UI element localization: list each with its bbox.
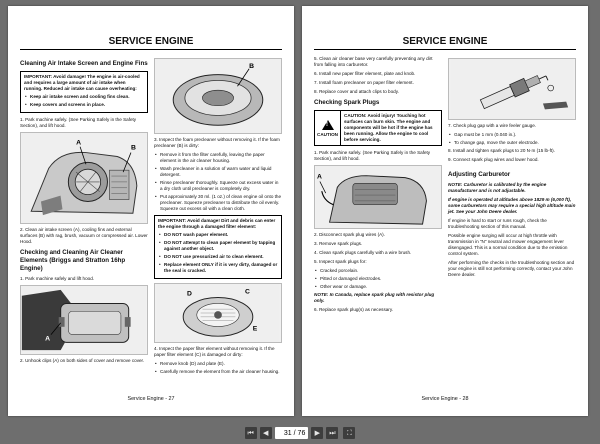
bullet-item: • Cracked porcelain. (320, 268, 442, 274)
bullet-item: • Put approximately 30 ml. (1 oz.) of clean engine oil onto the precleaner. Squeeze precleaner to distribute the oil evenly. Squeeze out excess oil with a clean cloth. (160, 194, 282, 212)
svg-text:A: A (316, 173, 322, 181)
bullet-item: • Remove it from the filter carefully, leaving the paper element in the air cleaner housing. (160, 152, 282, 164)
spark-plug-gauge-illustration (448, 58, 576, 120)
page-indicator (275, 427, 309, 439)
paragraph-text: After performing the checks in the troubleshooting section and your engine is still not performing correctly, contact your John Deere dealer. (448, 260, 575, 277)
section-title-spark-plugs: Checking Spark Plugs (314, 99, 380, 106)
first-page-icon: ⏮ (247, 429, 254, 437)
first-page-button[interactable] (245, 427, 257, 439)
important-text: IMPORTANT: Avoid damage! The engine is air-cooled and requires a large amount of air intake when running. Reduced air intake can cause overheating: (24, 74, 140, 91)
section-title-air-intake: Cleaning Air Intake Screen and Engine Fins (20, 60, 148, 67)
page-footer: Service Engine - 27 (127, 396, 175, 402)
fullscreen-icon: ⛶ (346, 429, 352, 437)
air-cleaner-cover-illustration (20, 285, 148, 355)
note-text: If engine is operated at altitudes above 1829 m (6,000 ft), some carburetors may require a special high altitude main jet. See your John Deere dealer. (448, 197, 576, 214)
step-text: 4. Clean spark plugs carefully with a wire brush. (314, 250, 412, 255)
left-column-a (20, 56, 148, 367)
important-item: • DO NOT use pressurized air to clean element. (164, 254, 278, 260)
viewer-toolbar (200, 426, 400, 440)
section-title-carburetor: Adjusting Carburetor (448, 171, 511, 178)
step-text: 2. Clean air intake screen (A), cooling fins and external surfaces (B) with rag, brush, vacuum or compressed air. Lower Hood. (20, 227, 148, 244)
step-text: 2. Unhook clips (A) on both sides of cover and remove cover. (20, 358, 145, 363)
important-box (154, 215, 282, 279)
important-item: • DO NOT wash paper element. (164, 232, 278, 238)
important-box (20, 71, 148, 113)
important-text: IMPORTANT: Avoid damage! Dirt and debris can enter the engine through a damaged filter element: (158, 218, 276, 229)
svg-text:D: D (187, 290, 192, 298)
right-column-b (448, 56, 576, 281)
paragraph-text: If engine is hard to start or runs rough, check the troubleshooting section of this manual. (448, 218, 547, 229)
step-text: 5. Clean air cleaner base very carefully preventing any dirt from falling into carburetor. (314, 56, 433, 67)
page-header: SERVICE ENGINE (314, 36, 576, 50)
svg-text:E: E (252, 325, 258, 333)
step-text: 9. Connect spark plug wires and lower hood. (448, 157, 539, 162)
step-text: 1. Park machine safely and lift hood. (20, 276, 95, 281)
page-footer: Service Engine - 28 (421, 396, 469, 402)
note-text: NOTE: Carburetor is calibrated by the engine manufacturer and is not adjustable. (448, 182, 547, 193)
step-text: 6. Install new paper filter element, plate and knob. (314, 71, 416, 76)
bullet-item: • To change gap, move the outer electrode. (454, 140, 576, 146)
engine-air-intake-illustration (20, 132, 148, 224)
svg-text:A: A (45, 335, 51, 343)
step-text: 8. Install and tighten spark plugs to 20 N·m (15 lb-ft). (448, 148, 555, 153)
last-page-icon: ⏭ (329, 429, 336, 437)
step-text: 7. Install foam precleaner on paper filter element. (314, 80, 414, 85)
bullet-item: • Remove knob (D) and plate (E). (160, 361, 282, 367)
caution-text: CAUTION: Avoid injury! Touching hot surfaces can burn skin. The engine and components will be hot if the engine has been running. Allow the engine to cool before servicing. (344, 113, 433, 142)
foam-precleaner-illustration (154, 58, 282, 134)
step-text: 5. Inspect spark plugs for: (314, 259, 367, 264)
bullet-item: • Other wear or damage. (320, 284, 442, 290)
svg-text:B: B (130, 144, 136, 152)
engine-spark-plug-illustration (314, 165, 442, 229)
fullscreen-button[interactable] (343, 427, 355, 439)
important-item: • Keep air intake screen and cooling fins clean. (30, 94, 144, 100)
svg-text:B: B (249, 62, 255, 70)
caution-label: CAUTION (317, 131, 338, 137)
svg-text:C: C (245, 288, 250, 296)
previous-page-icon: ◀ (262, 429, 269, 437)
bullet-item: • Rinse precleaner thoroughly. Squeeze out excess water in a dry cloth until precleaner is completely dry. (160, 180, 282, 192)
important-item: • Replace element ONLY if it is very dirty, damaged or the seal is cracked. (164, 262, 278, 274)
total-pages-label: / 76 (293, 429, 306, 437)
note-text: NOTE: In Canada, replace spark plug with resistor plug only. (314, 292, 435, 303)
step-text: 6. Replace spark plug(s) as necessary. (314, 307, 394, 312)
bullet-item: • Gap must be 1 mm (0.040 in.). (454, 132, 576, 138)
caution-badge (315, 111, 341, 145)
step-text: 1. Park machine safely. (See Parking Safely in the Safety Section), and lift hood. (20, 117, 137, 128)
step-text: 1. Park machine safely. (See Parking Safely in the Safety Section), and lift hood. (314, 150, 431, 161)
section-title-air-cleaner: Checking and Cleaning Air Cleaner Elements (Briggs and Stratton 16hp Engine) (20, 249, 126, 272)
bullet-item: • Pitted or damaged electrodes. (320, 276, 442, 282)
step-text: 8. Replace cover and attach clips to body. (314, 89, 399, 94)
step-text: 3. Inspect the foam precleaner without removing it. If the foam precleaner (B) is dirty: (154, 137, 280, 148)
warning-triangle-icon: ! (322, 120, 334, 130)
page-header: SERVICE ENGINE (20, 36, 282, 50)
manual-page-left (8, 6, 294, 416)
important-item: • Keep covers and screens in place. (30, 102, 144, 108)
paper-filter-illustration (154, 283, 282, 343)
svg-text:A: A (76, 139, 82, 147)
caution-box (314, 110, 442, 146)
previous-page-button[interactable] (260, 427, 272, 439)
right-column-a (314, 56, 442, 316)
next-page-icon: ▶ (314, 429, 321, 437)
last-page-button[interactable] (326, 427, 338, 439)
bullet-item: • Carefully remove the element from the air cleaner housing. (160, 369, 282, 375)
left-column-b (154, 56, 282, 377)
step-text: 4. Inspect the paper filter element without removing it. If the paper filter element (C) is damaged or dirty: (154, 346, 275, 357)
page-number-input[interactable] (278, 429, 292, 438)
bullet-item: • Wash precleaner in a solution of warm water and liquid detergent. (160, 166, 282, 178)
manual-page-right (302, 6, 588, 416)
step-text: 2. Disconnect spark plug wires (A). (314, 232, 385, 237)
step-text: 7. Check plug gap with a wire feeler gauge. (448, 123, 537, 128)
important-item: • DO NOT attempt to clean paper element by tapping against another object. (164, 240, 278, 252)
paragraph-text: Possible engine surging will occur at high throttle with transmission in "N" neutral and mower engagement lever disengaged. This is a normal condition due to the emission control system. (448, 233, 568, 256)
next-page-button[interactable] (311, 427, 323, 439)
step-text: 3. Remove spark plugs. (314, 241, 363, 246)
